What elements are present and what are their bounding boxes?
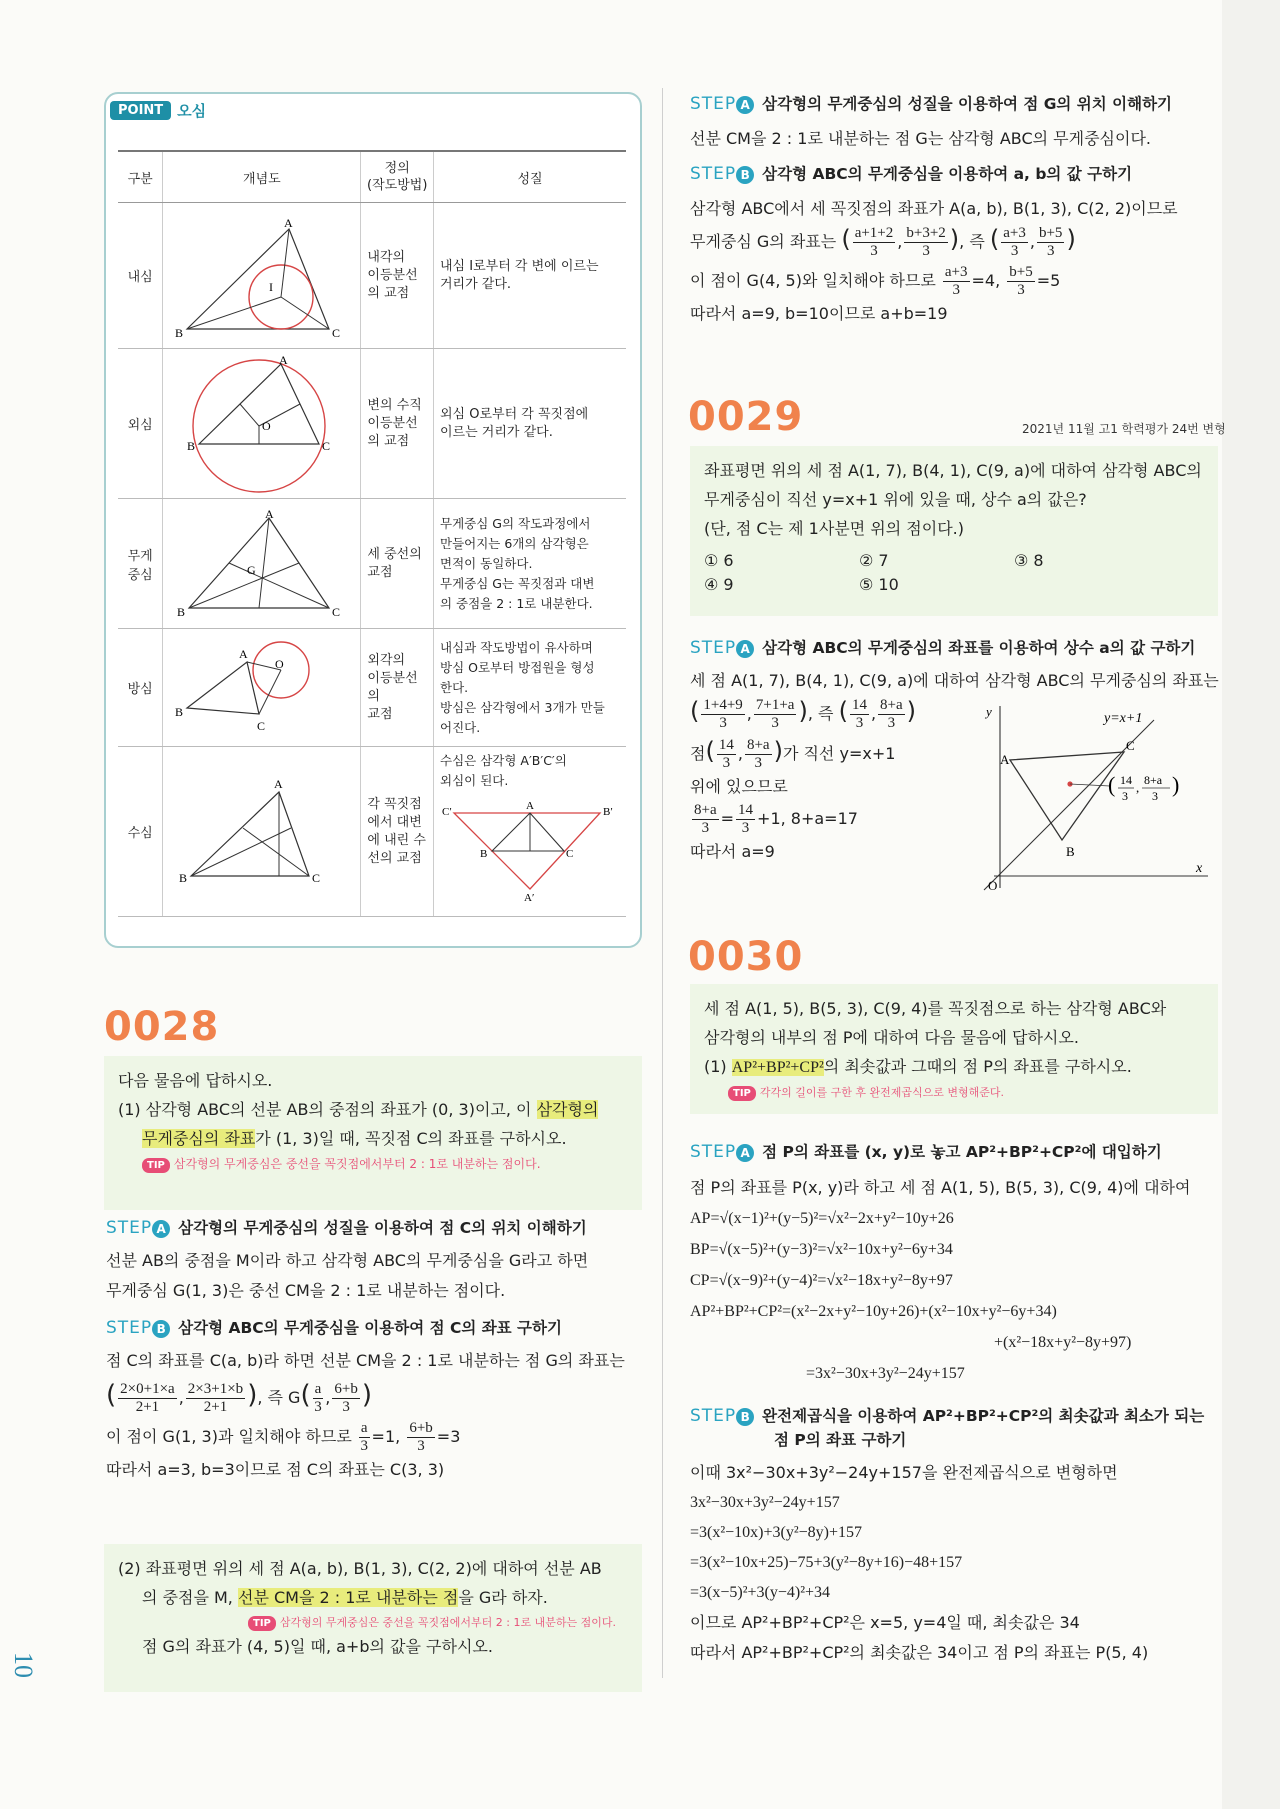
point-c-label: C [1126, 738, 1135, 753]
svg-text:I: I [269, 279, 274, 294]
question-text: 좌표평면 위의 세 점 A(1, 7), B(4, 1), C(9, a)에 대하여 삼각형 ABC의 [704, 461, 1202, 480]
fraction: $\frac{b+3+2}{3}$ [906, 225, 946, 259]
graph-frac-den: 3 [1152, 789, 1158, 803]
point-logo: POINT [110, 101, 171, 120]
orthocenter-extra-diagram [440, 791, 620, 901]
option[interactable]: ④ 9 [704, 575, 734, 594]
point-box [104, 92, 642, 948]
step-label: STEP [690, 164, 737, 184]
step-heading [690, 162, 1132, 184]
svg-text:A: A [265, 507, 275, 521]
solution-line: 세 점 A(1, 7), B(4, 1), C(9, a)에 대하여 삼각형 ABC의 무게중심의 좌표는 [690, 671, 1219, 690]
table-row [118, 747, 626, 917]
step-heading [690, 636, 1195, 658]
table-row [118, 349, 626, 499]
table-row [118, 499, 626, 629]
fraction: $\frac{a+1+2}{3}$ [854, 225, 894, 259]
option[interactable]: ⑤ 10 [859, 575, 899, 594]
fraction: $\frac{2\times 3+1\times b}{2+1}$ [187, 1381, 244, 1415]
origin-label: O [988, 878, 998, 892]
step-letter: A [736, 640, 754, 658]
y-label: y [986, 704, 992, 719]
question-text [118, 1124, 628, 1153]
highlight: 무게중심의 좌표 [142, 1129, 256, 1148]
solution-line: =3(x−5)²+3(y−4)²+34 [690, 1584, 831, 1601]
question-text: 점 G의 좌표가 (4, 5)일 때, a+b의 값을 구하시오. [142, 1637, 493, 1656]
step-title: 완전제곱식을 이용하여 AP²+BP²+CP²의 최솟값과 최소가 되는 [762, 1407, 1205, 1425]
question-intro: 다음 물음에 답하시오. [118, 1071, 273, 1090]
solution-text [690, 194, 1230, 329]
step-letter: A [152, 1220, 170, 1238]
question-box-0028-1 [104, 1056, 642, 1210]
question-text: 세 점 A(1, 5), B(5, 3), C(9, 4)를 꼭짓점으로 하는 삼각형 ABC와 [704, 999, 1167, 1018]
page-edge [1222, 0, 1280, 1809]
svg-text:C: C [257, 718, 266, 733]
fraction: $\frac{6+b}{3}$ [334, 1381, 358, 1415]
solution-line: AP=√(x−1)²+(y−5)²=√x²−2x+y²−10y+26 [690, 1210, 954, 1227]
highlight: 선분 CM을 2 : 1로 내분하는 점 [237, 1588, 459, 1607]
circumcenter-diagram [169, 354, 349, 494]
fraction: $\frac{a}{3}$ [360, 1420, 368, 1454]
point-header [110, 100, 206, 121]
header-cell: 개념도 [163, 151, 361, 203]
solution-line: 점 C의 좌표를 C(a, b)라 하면 선분 CM을 2 : 1로 내분하는 점 G의 좌표는 [106, 1351, 625, 1370]
step-title: 점 P의 좌표를 (x, y)로 놓고 AP²+BP²+CP²에 대입하기 [762, 1143, 1162, 1161]
options-row [704, 573, 1204, 597]
row-name: 내심 [118, 203, 163, 349]
solution-text [690, 1458, 1230, 1668]
solution-line: 3x²−30x+3y²−24y+157 [690, 1494, 840, 1511]
question-text: (단, 점 C는 제 1사분면 위의 점이다.) [704, 519, 964, 538]
solution-line: 이 점이 G(4, 5)와 일치해야 하므로 $\frac{a+3}{3}$ =4, $\frac{b+5}{3}$ =5 [690, 264, 1061, 298]
step-letter: B [152, 1320, 170, 1338]
problem-number: 0029 [688, 394, 804, 440]
svg-text:A: A [526, 800, 534, 812]
row-definition: 세 중선의 교점 [361, 499, 434, 629]
solution-line: 무게중심 G(1, 3)은 중선 CM을 2 : 1로 내분하는 점이다. [106, 1281, 506, 1300]
option[interactable]: ③ 8 [1014, 551, 1044, 570]
fraction: $\frac{8+a}{3}$ [694, 802, 717, 836]
svg-text:B: B [480, 848, 488, 860]
step-heading [690, 1404, 1204, 1452]
tip-badge: TIP [248, 1616, 276, 1631]
solution-line: 따라서 a=9, b=10이므로 a+b=19 [690, 304, 948, 323]
fraction: $\frac{14}{3}$ [738, 802, 754, 836]
row-name: 수심 [118, 747, 163, 917]
options-row [704, 549, 1204, 573]
question-box-0028-2 [104, 1544, 642, 1692]
question-text: 무게중심이 직선 y=x+1 위에 있을 때, 상수 a의 값은? [704, 490, 1087, 509]
fraction: $\frac{a}{3}$ [314, 1381, 322, 1415]
solution-line: ( $\frac{1+4+9}{3}$ , $\frac{7+1+a}{3}$ ), 즉 ( $\frac{14}{3}$ , $\frac{8+a}{3}$ ) [690, 697, 917, 731]
solution-line: 이므로 AP²+BP²+CP²은 x=5, y=4일 때, 최솟값은 34 [690, 1613, 1080, 1632]
solution-line: =3(x²−10x)+3(y²−8y)+157 [690, 1524, 863, 1541]
row-property: 내심과 작도방법이 유사하며 방심 O로부터 방접원을 형성 한다. 방심은 삼각형에서 3개가 만들 어진다. [434, 629, 627, 747]
question-part: (1) 삼각형 ABC의 선분 AB의 중점의 좌표가 (0, 3)이고, 이 [118, 1100, 537, 1119]
point-table-header [118, 151, 626, 203]
svg-text:B: B [177, 604, 186, 619]
graph-frac-den: 3 [1122, 789, 1128, 803]
fraction: $\frac{6+b}{3}$ [409, 1420, 433, 1454]
svg-text:C: C [322, 438, 331, 453]
tip-line [118, 1153, 628, 1174]
step-title: 삼각형의 무게중심의 성질을 이용하여 점 G의 위치 이해하기 [762, 95, 1173, 113]
step-label: STEP [690, 1142, 737, 1162]
step-label: STEP [690, 1406, 737, 1426]
solution-line: 따라서 a=9 [690, 842, 775, 861]
step-heading [690, 1140, 1162, 1162]
step-label: STEP [690, 94, 737, 114]
excenter-diagram [169, 638, 349, 738]
svg-text:B: B [187, 438, 196, 453]
fraction: $\frac{a+3}{3}$ [944, 264, 968, 298]
step-letter: A [736, 96, 754, 114]
diagram-cell [163, 203, 361, 349]
svg-text:C: C [332, 604, 341, 619]
tip-text: 각각의 길이를 구한 후 완전제곱식으로 변형해준다. [759, 1086, 1004, 1099]
solution-text [106, 1246, 588, 1306]
solution-line: AP²+BP²+CP²=(x²−2x+y²−10y+26)+(x²−10x+y²−6y+34) [690, 1303, 1057, 1320]
tip-text: 삼각형의 무게중심은 중선을 꼭짓점에서부터 2 : 1로 내분하는 점이다. [279, 1616, 616, 1629]
column-divider [662, 88, 663, 1678]
fraction: $\frac{14}{3}$ [851, 697, 867, 731]
orthocenter-diagram [169, 772, 349, 892]
property-cell [434, 747, 627, 917]
svg-text:O: O [262, 418, 272, 433]
solution-line: 이때 3x²−30x+3y²−24y+157을 완전제곱식으로 변형하면 [690, 1463, 1118, 1482]
step-title: 점 P의 좌표 구하기 [774, 1431, 907, 1449]
svg-text:(: ( [1108, 772, 1116, 797]
svg-text:,: , [1136, 780, 1140, 795]
svg-text:A: A [284, 215, 294, 230]
solution-line: 따라서 a=3, b=3이므로 점 C의 좌표는 C(3, 3) [106, 1460, 445, 1479]
solution-line: $\frac{8+a}{3}$ = $\frac{14}{3}$ +1, 8+a=17 [694, 802, 858, 836]
solution-line: =3x²−30x+3y²−24y+157 [806, 1365, 965, 1382]
header-cell: 정의 (작도방법) [361, 151, 434, 203]
svg-text:B: B [175, 704, 184, 719]
row-definition: 각 꼭짓점 에서 대변 에 내린 수 선의 교점 [361, 747, 434, 917]
step-label: STEP [690, 638, 737, 658]
fraction: $\frac{1+4+9}{3}$ [703, 697, 743, 731]
incenter-diagram [169, 211, 349, 341]
fraction: $\frac{a+3}{3}$ [1003, 225, 1026, 259]
row-name: 무게 중심 [118, 499, 163, 629]
solution-line: CP=√(x−9)²+(y−4)²=√x²−18x+y²−8y+97 [690, 1272, 953, 1289]
option[interactable]: ② 7 [859, 551, 889, 570]
solution-line: 선분 AB의 중점을 M이라 하고 삼각형 ABC의 무게중심을 G라고 하면 [106, 1251, 589, 1270]
svg-text:A: A [279, 353, 289, 367]
page-number: 10 [9, 1652, 38, 1678]
solution-line: +(x²−18x+y²−8y+97) [994, 1334, 1132, 1351]
x-label: x [1196, 861, 1203, 876]
svg-text:A′: A′ [524, 892, 535, 901]
fraction: $\frac{b+5}{3}$ [1009, 264, 1033, 298]
fraction: $\frac{8+a}{3}$ [880, 697, 903, 731]
table-row [118, 629, 626, 747]
row-property: 무게중심 G의 작도과정에서 만들어지는 6개의 삼각형은 면적이 동일하다. 무게중심 G는 꼭짓점과 대변 의 중점을 2 : 1로 내분한다. [434, 499, 627, 629]
question-text: 삼각형의 내부의 점 P에 대하여 다음 물음에 답하시오. [704, 1028, 1079, 1047]
problem-number: 0028 [104, 1004, 220, 1050]
step-label: STEP [106, 1218, 153, 1238]
solution-text [690, 1172, 1230, 1389]
fraction: $\frac{7+1+a}{3}$ [755, 697, 795, 731]
row-definition: 내각의 이등분선 의 교점 [361, 203, 434, 349]
graph-frac-num: 14 [1120, 773, 1132, 787]
row-property: 외심 O로부터 각 꼭짓점에 이르는 거리가 같다. [434, 349, 627, 499]
graph-0029 [974, 700, 1214, 892]
tip-line [704, 1082, 1204, 1102]
problem-number: 0030 [688, 934, 804, 980]
header-cell: 구분 [118, 151, 163, 203]
tip-badge: TIP [728, 1086, 756, 1101]
problem-source: 2021년 11월 고1 학력평가 24번 변형 [1022, 422, 1226, 436]
solution-line: 점( $\frac{14}{3}$ , $\frac{8+a}{3}$ )가 직선 y=x+1 [690, 737, 896, 771]
step-title: 삼각형의 무게중심의 성질을 이용하여 점 C의 위치 이해하기 [178, 1219, 587, 1237]
solution-line: 위에 있으므로 [690, 777, 788, 796]
highlight: AP²+BP²+CP² [731, 1059, 824, 1076]
centroid-diagram [169, 508, 349, 620]
question-box-0030 [690, 984, 1218, 1114]
highlight: 삼각형의 [536, 1100, 599, 1119]
solution-line: BP=√(x−5)²+(y−3)²=√x²−10x+y²−6y+34 [690, 1241, 953, 1258]
row-property: 수심은 삼각형 A′B′C′의 외심이 된다. [440, 753, 567, 788]
solution-line: 점 P의 좌표를 P(x, y)라 하고 세 점 A(1, 5), B(5, 3), C(9, 4)에 대하여 [690, 1178, 1191, 1197]
svg-text:): ) [1172, 772, 1180, 797]
graph-frac-num: 8+a [1144, 773, 1163, 787]
step-heading [690, 92, 1172, 114]
step-label: STEP [106, 1318, 153, 1338]
diagram-cell [163, 349, 361, 499]
option[interactable]: ① 6 [704, 551, 734, 570]
svg-text:B: B [175, 325, 184, 340]
step-letter: B [736, 1408, 754, 1426]
diagram-cell [163, 629, 361, 747]
tip-line [118, 1612, 628, 1632]
svg-text:O: O [275, 656, 285, 671]
solution-line: 따라서 AP²+BP²+CP²의 최솟값은 34이고 점 P의 좌표는 P(5, 4) [690, 1643, 1149, 1662]
question-box-0029 [690, 446, 1218, 616]
svg-text:A: A [274, 776, 284, 791]
point-b-label: B [1066, 844, 1075, 859]
row-property: 내심 I로부터 각 변에 이르는 거리가 같다. [434, 203, 627, 349]
solution-line: =3(x²−10x+25)−75+3(y²−8y+16)−48+157 [690, 1554, 963, 1571]
solution-text [106, 1346, 646, 1485]
step-letter: A [736, 1144, 754, 1162]
question-text [118, 1095, 628, 1124]
triangle-abc [1010, 752, 1124, 840]
solution-line: 선분 CM을 2 : 1로 내분하는 점 G는 삼각형 ABC의 무게중심이다. [690, 129, 1152, 148]
solution-line: 삼각형 ABC에서 세 꼭짓점의 좌표가 A(a, b), B(1, 3), C(2, 2)이므로 [690, 199, 1178, 218]
svg-text:B′: B′ [603, 806, 613, 818]
svg-text:G: G [247, 562, 257, 577]
row-name: 방심 [118, 629, 163, 747]
point-title: 오심 [177, 102, 207, 120]
point-table [118, 150, 626, 917]
step-title: 삼각형 ABC의 무게중심을 이용하여 점 C의 좌표 구하기 [178, 1319, 562, 1337]
header-cell: 성질 [434, 151, 627, 203]
diagram-cell [163, 499, 361, 629]
line-label: y=x+1 [1104, 711, 1143, 726]
question-part: 가 (1, 3)일 때, 꼭짓점 C의 좌표를 구하시오. [255, 1129, 567, 1148]
step-letter: B [736, 166, 754, 184]
row-definition: 외각의 이등분선의 교점 [361, 629, 434, 747]
question-text: 의 중점을 M, 선분 CM을 2 : 1로 내분하는 점을 G라 하자. [142, 1588, 548, 1607]
tip-badge: TIP [142, 1158, 170, 1173]
fraction: $\frac{2\times 0+1\times a}{2+1}$ [120, 1381, 175, 1415]
fraction: $\frac{8+a}{3}$ [746, 737, 770, 771]
table-row [118, 203, 626, 349]
step-heading [106, 1216, 587, 1238]
svg-text:C: C [566, 848, 574, 860]
svg-text:C: C [332, 325, 341, 340]
row-definition: 변의 수직 이등분선 의 교점 [361, 349, 434, 499]
step-heading [106, 1316, 562, 1338]
point-a-label: A [1000, 752, 1010, 767]
solution-line: 무게중심 G의 좌표는 ( $\frac{a+1+2}{3}$ , $\frac{b+3+2}{3}$ ), 즉 ( $\frac{a+3}{3}$ , $\frac{b+5}{3}$ ) [690, 225, 1076, 259]
question-text: (2) 좌표평면 위의 세 점 A(a, b), B(1, 3), C(2, 2)에 대하여 선분 AB [118, 1559, 602, 1578]
solution-line: ( $\frac{2\times 0+1\times a}{2+1}$ , $\frac{2\times 3+1\times b}{2+1}$ ), 즉 G( $\frac{a}{3}$ , $\frac{6+b}{3}$ ) [106, 1380, 373, 1415]
tip-text: 삼각형의 무게중심은 중선을 꼭짓점에서부터 2 : 1로 내분하는 점이다. [173, 1157, 541, 1171]
diagram-cell [163, 747, 361, 917]
row-name: 외심 [118, 349, 163, 499]
fraction: $\frac{14}{3}$ [718, 737, 734, 771]
step-title: 삼각형 ABC의 무게중심을 이용하여 a, b의 값 구하기 [762, 165, 1133, 183]
svg-text:B: B [179, 870, 188, 885]
svg-text:C′: C′ [442, 806, 452, 818]
question-text: (1) AP²+BP²+CP²의 최솟값과 그때의 점 P의 좌표를 구하시오. [704, 1057, 1132, 1076]
solution-line: 이 점이 G(1, 3)과 일치해야 하므로 $\frac{a}{3}$ =1, $\frac{6+b}{3}$ =3 [106, 1420, 461, 1454]
step-title: 삼각형 ABC의 무게중심의 좌표를 이용하여 상수 a의 값 구하기 [762, 639, 1196, 657]
fraction: $\frac{b+5}{3}$ [1038, 225, 1063, 259]
svg-text:A: A [239, 646, 249, 661]
svg-text:C: C [312, 870, 321, 885]
